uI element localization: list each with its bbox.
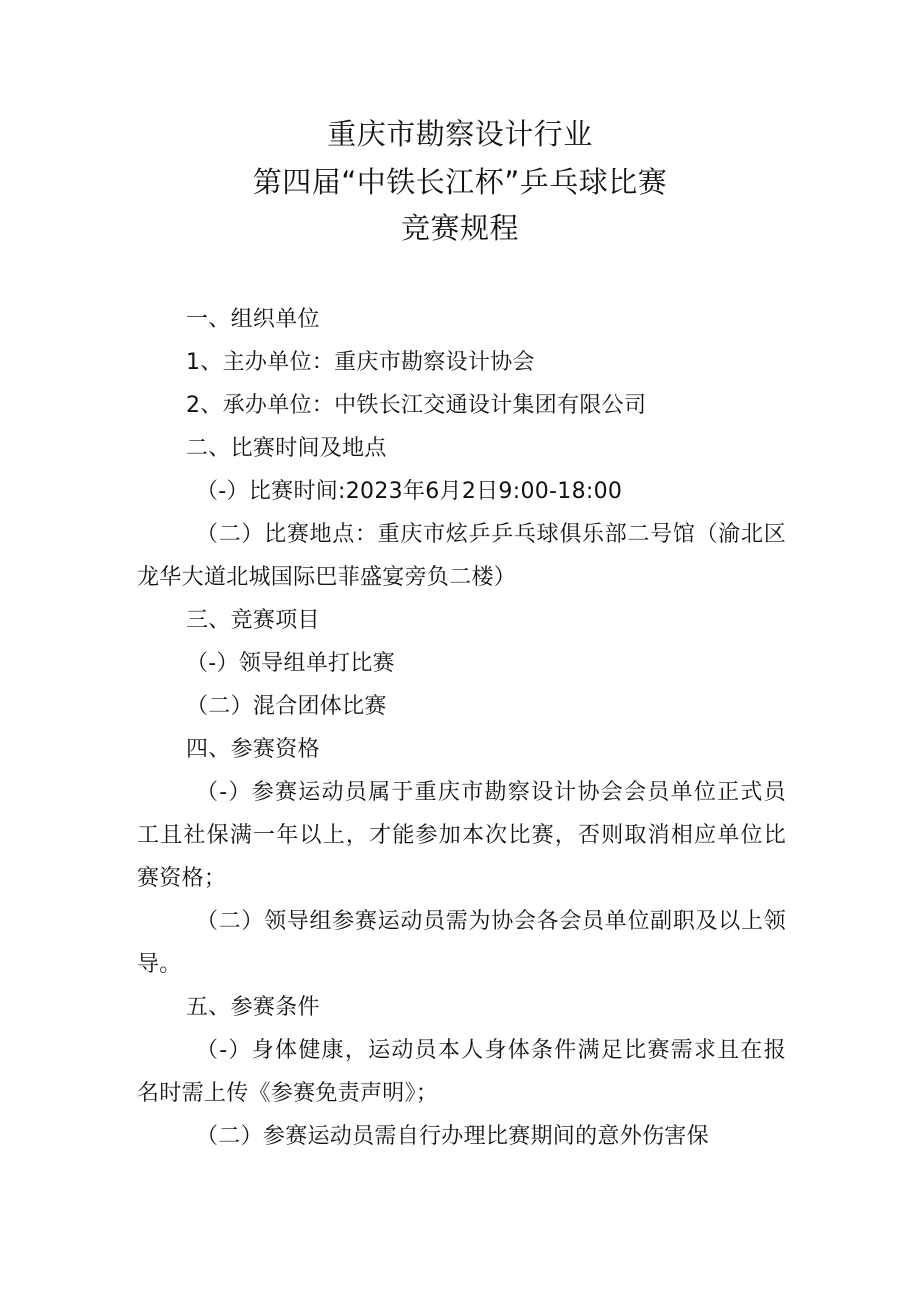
document-title-line-3: 竞赛规程 [400, 211, 519, 245]
section-heading-time-location: 二、比赛时间及地点 [186, 436, 387, 461]
organizer: 2、承办单位：中铁长江交通设计集团有限公司 [186, 393, 647, 418]
section-heading-organization: 一、组织单位 [186, 307, 320, 332]
host-organization: 1、主办单位：重庆市勘察设计协会 [186, 350, 535, 375]
competition-location: （二）比赛地点：重庆市炫乒乒乓球俱乐部二号馆（渝北区 [196, 522, 786, 547]
condition-rule-1: （-）身体健康，运动员本人身体条件满足比赛需求且在报 [196, 1038, 786, 1063]
eligibility-rule-1-end: 赛资格； [137, 866, 227, 891]
document-title-line-1: 重庆市勘察设计行业 [327, 117, 593, 151]
section-heading-conditions: 五、参赛条件 [186, 995, 320, 1020]
section-heading-eligibility: 四、参赛资格 [186, 737, 320, 762]
eligibility-rule-1-continued: 工且社保满一年以上，才能参加本次比赛，否则取消相应单位比 [137, 823, 786, 848]
event-leader-singles: （-）领导组单打比赛 [186, 651, 395, 676]
condition-rule-2: （二）参赛运动员需自行办理比赛期间的意外伤害保 [196, 1124, 709, 1149]
eligibility-rule-2-end: 导。 [137, 952, 182, 977]
competition-time: （-）比赛时间:2023年6月2日9:00-18:00 [196, 479, 623, 504]
eligibility-rule-1: （-）参赛运动员属于重庆市勘察设计协会会员单位正式员 [196, 780, 786, 805]
eligibility-rule-2: （二）领导组参赛运动员需为协会各会员单位副职及以上领 [196, 909, 786, 934]
condition-rule-1-end: 名时需上传《参赛免责声明》； [137, 1081, 439, 1106]
document-title-line-2: 第四届“中铁长江杯”乒乓球比赛 [252, 165, 668, 199]
competition-location-continued: 龙华大道北城国际巴菲盛宴旁负二楼） [137, 565, 517, 590]
event-mixed-team: （二）混合团体比赛 [186, 694, 387, 719]
section-heading-events: 三、竞赛项目 [186, 608, 320, 633]
